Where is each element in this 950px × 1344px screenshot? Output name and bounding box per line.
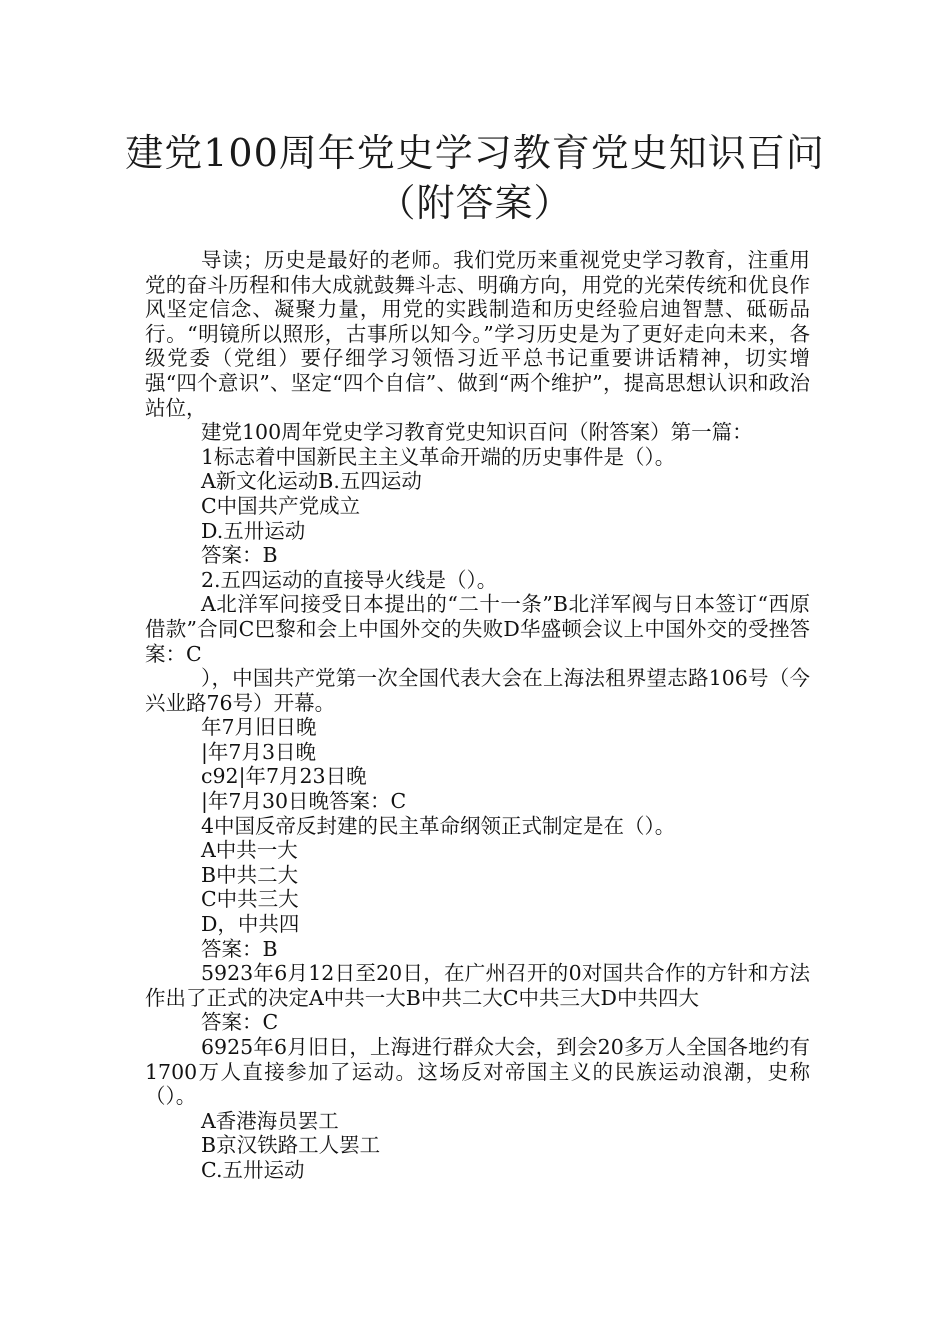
q4-answer: 答案：B [201,936,278,961]
document-subtitle: （附答案） [377,181,573,225]
section-heading: 建党100周年党史学习教育党史知识百问（附答案）第一篇： [201,420,753,445]
q4-option-d: D，中共四 [201,912,300,937]
q4-question: 4中国反帝反封建的民主革命纲领正式制定是在（）。 [201,813,676,838]
q1-question: 1标志着中国新民主主义革命开端的历史事件是（）。 [201,444,676,469]
q3-question: ），中国共产党第一次全国代表大会在上海法租界望志路106号（今兴业路76号）开幕。 [145,666,810,715]
q2-options-answer: A北洋军问接受日本提出的“二十一条”B北洋军阀与日本签订“西原借款”合同C巴黎和会上中国外交的失败D华盛顿会议上中国外交的受挫答案：C [145,592,810,666]
q4-option-b: B中共二大 [201,862,299,887]
q1-option-c: C中国共产党成立 [201,493,361,518]
q3-option-d-answer: |年7月30日晚答案：C [201,789,407,814]
q4-option-c: C中共三大 [201,887,299,912]
q6-option-b: B京汉铁路工人罢工 [201,1133,381,1158]
q4-option-a: A中共一大 [201,838,298,863]
document-title: 建党100周年党史学习教育党史知识百问 [125,131,825,175]
document-body [145,248,810,1183]
q6-question: 6925年6月旧日，上海进行群众大会，到会20多万人全国各地约有1700万人直接参加了运动。这场反对帝国主义的民族运动浪潮，史称（）。 [145,1035,810,1109]
q3-option-a: 年7月旧日晚 [201,715,317,740]
q1-option-d: D.五卅运动 [201,518,306,543]
q3-option-b: |年7月3日晚 [201,739,316,764]
q1-answer: 答案：B [201,543,278,568]
intro-paragraph: 导读；历史是最好的老师。我们党历来重视党史学习教育，注重用党的奋斗历程和伟大成就鼓舞斗志、明确方向，用党的光荣传统和优良作风坚定信念、凝聚力量，用党的实践制造和历史经验启迪智慧、砥砺品行。“明镜所以照形，古事所以知今。”学习历史是为了更好走向未来，各级党委（党组）要仔细学习领悟习近平总书记重要讲话精神，切实增强“四个意识”、坚定“四个自信”、做到“两个维护”，提高思想认识和政治站位， [145,248,810,420]
q5-question-options: 5923年6月12日至20日，在广州召开的0对国共合作的方针和方法作出了正式的决定A中共一大B中共二大C中共三大D中共四大 [145,961,810,1010]
q1-options-ab: A新文化运动B.五四运动 [201,469,422,494]
q5-answer: 答案：C [201,1010,279,1035]
q6-option-c: C.五卅运动 [201,1157,305,1182]
q2-question: 2.五四运动的直接导火线是（）。 [201,567,498,592]
q3-option-c: c92|年7月23日晚 [201,764,367,789]
q6-option-a: A香港海员罢工 [201,1108,339,1133]
